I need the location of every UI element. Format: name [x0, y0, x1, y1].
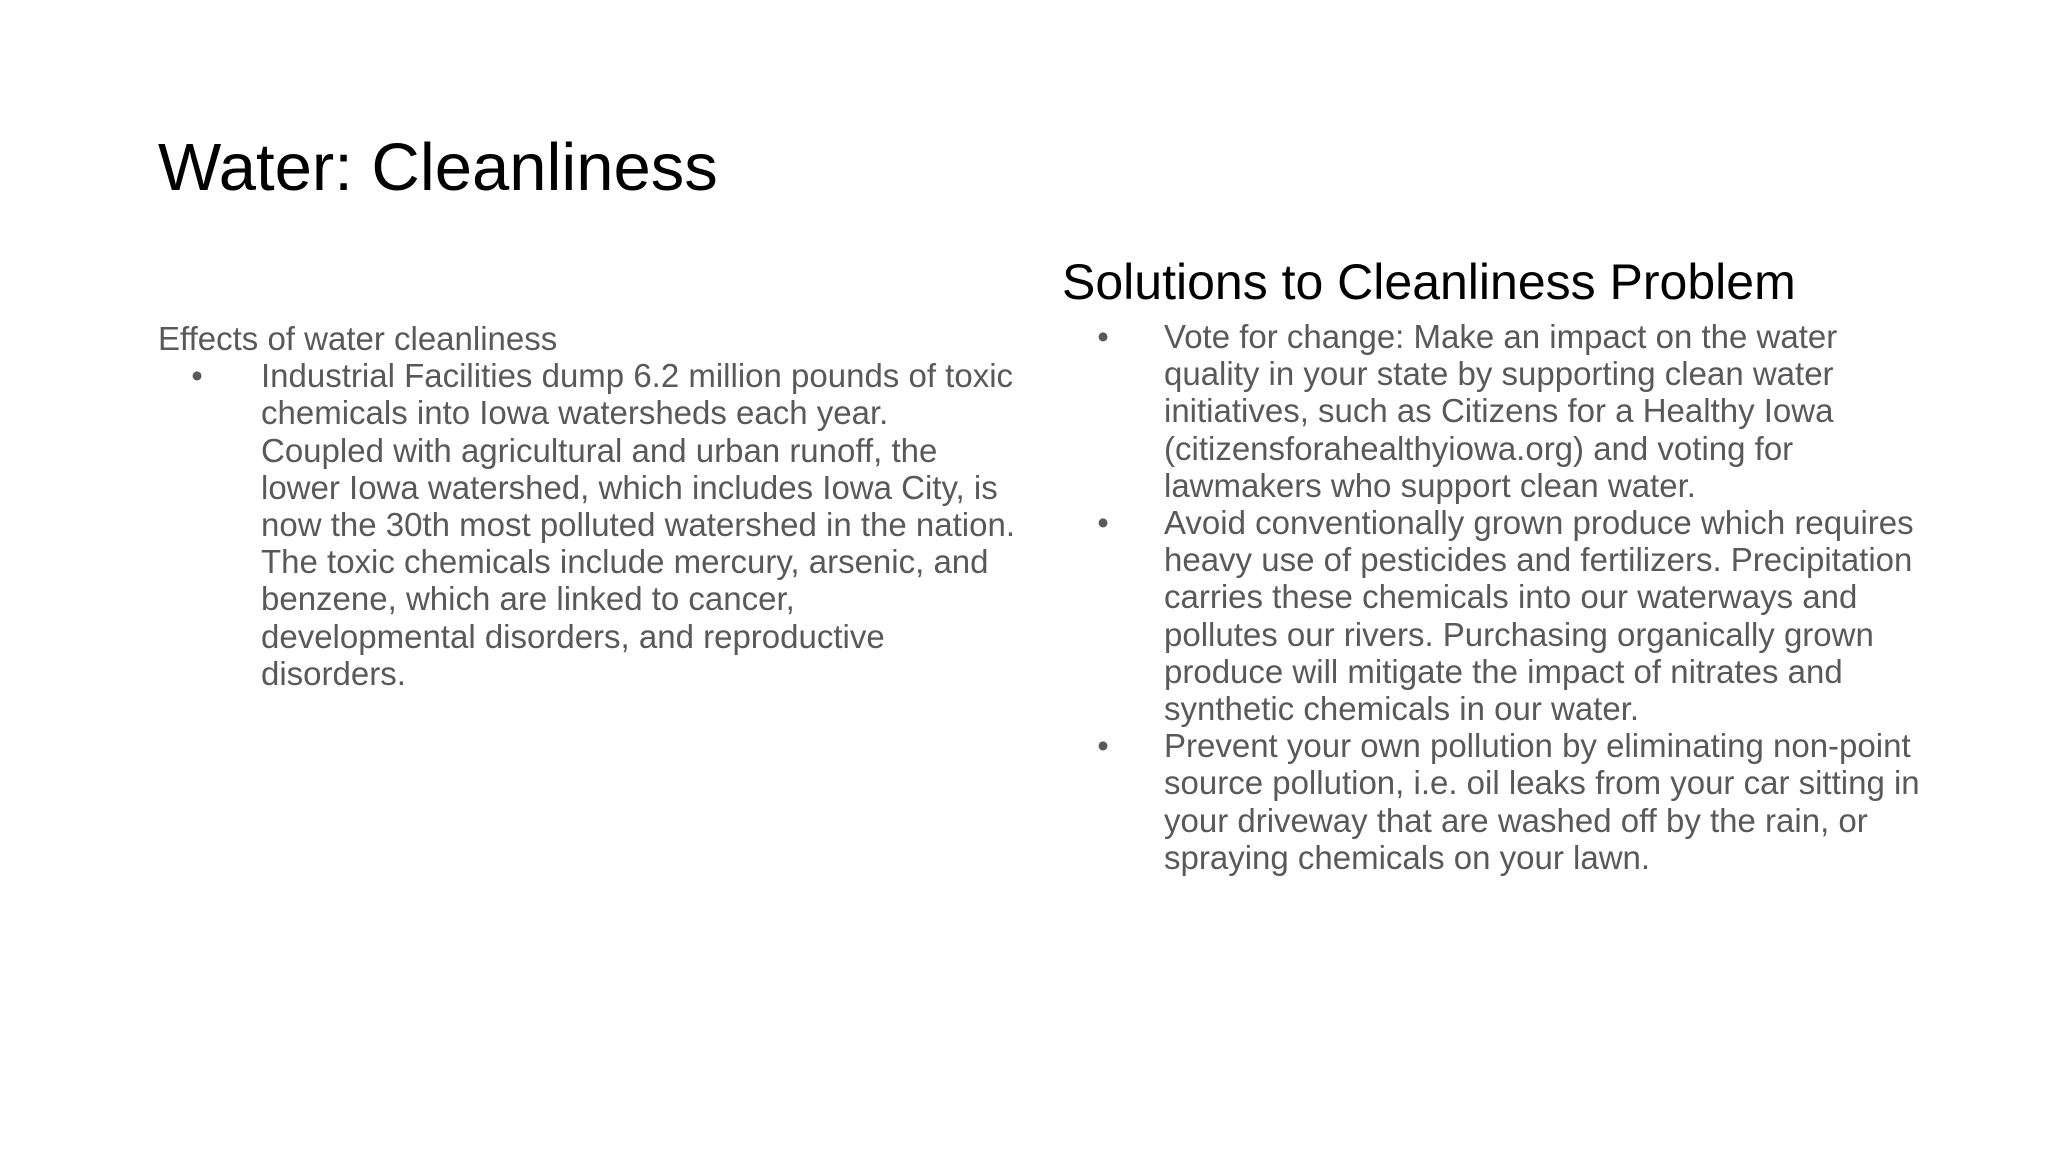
effects-bullet-item [158, 357, 1018, 692]
solutions-bullet-item [1062, 727, 1922, 876]
bullet-dot-icon: • [191, 357, 203, 395]
effects-bullet-text: Industrial Facilities dump 6.2 million pounds of toxic chemicals into Iowa watersheds each year. Coupled with agricultural and urban runoff, the lower Iowa watershed, which includes Iowa City, is now the 30th most polluted watershed in the nation. The toxic chemicals include mercury, arsenic, and benzene, which are linked to cancer, developmental disorders, and reproductive disorders. [261, 357, 1015, 692]
slide-title: Water: Cleanliness [158, 130, 718, 205]
solutions-bullet-item [1062, 318, 1922, 504]
solutions-column [1062, 252, 1922, 876]
bullet-dot-icon: • [1097, 318, 1109, 355]
solutions-heading: Solutions to Cleanliness Problem [1062, 254, 1796, 310]
solutions-bullet-text: Vote for change: Make an impact on the water quality in your state by supporting clean water initiatives, such as Citizens for a Healthy Iowa (citizensforahealthyiowa.org) and voting for lawmakers who support clean water. [1164, 318, 1838, 504]
solutions-list [1062, 318, 1922, 876]
effects-heading: Effects of water cleanliness [158, 320, 558, 357]
bullet-dot-icon: • [1097, 727, 1109, 765]
bullet-dot-icon: • [1097, 504, 1109, 542]
solutions-bullet-text: Avoid conventionally grown produce which requires heavy use of pesticides and fertilizers. Precipitation carries these chemicals into our waterways and pollutes our rivers. Purchasing organically grown produce will mitigate the impact of nitrates and synthetic chemicals in our water. [1164, 504, 1914, 728]
solutions-bullet-item [1062, 504, 1922, 727]
solutions-bullet-text: Prevent your own pollution by eliminating non-point source pollution, i.e. oil leaks from your car sitting in your driveway that are washed off by the rain, or spraying chemicals on your lawn. [1164, 727, 1920, 876]
effects-column [158, 320, 1018, 692]
effects-list [158, 357, 1018, 692]
